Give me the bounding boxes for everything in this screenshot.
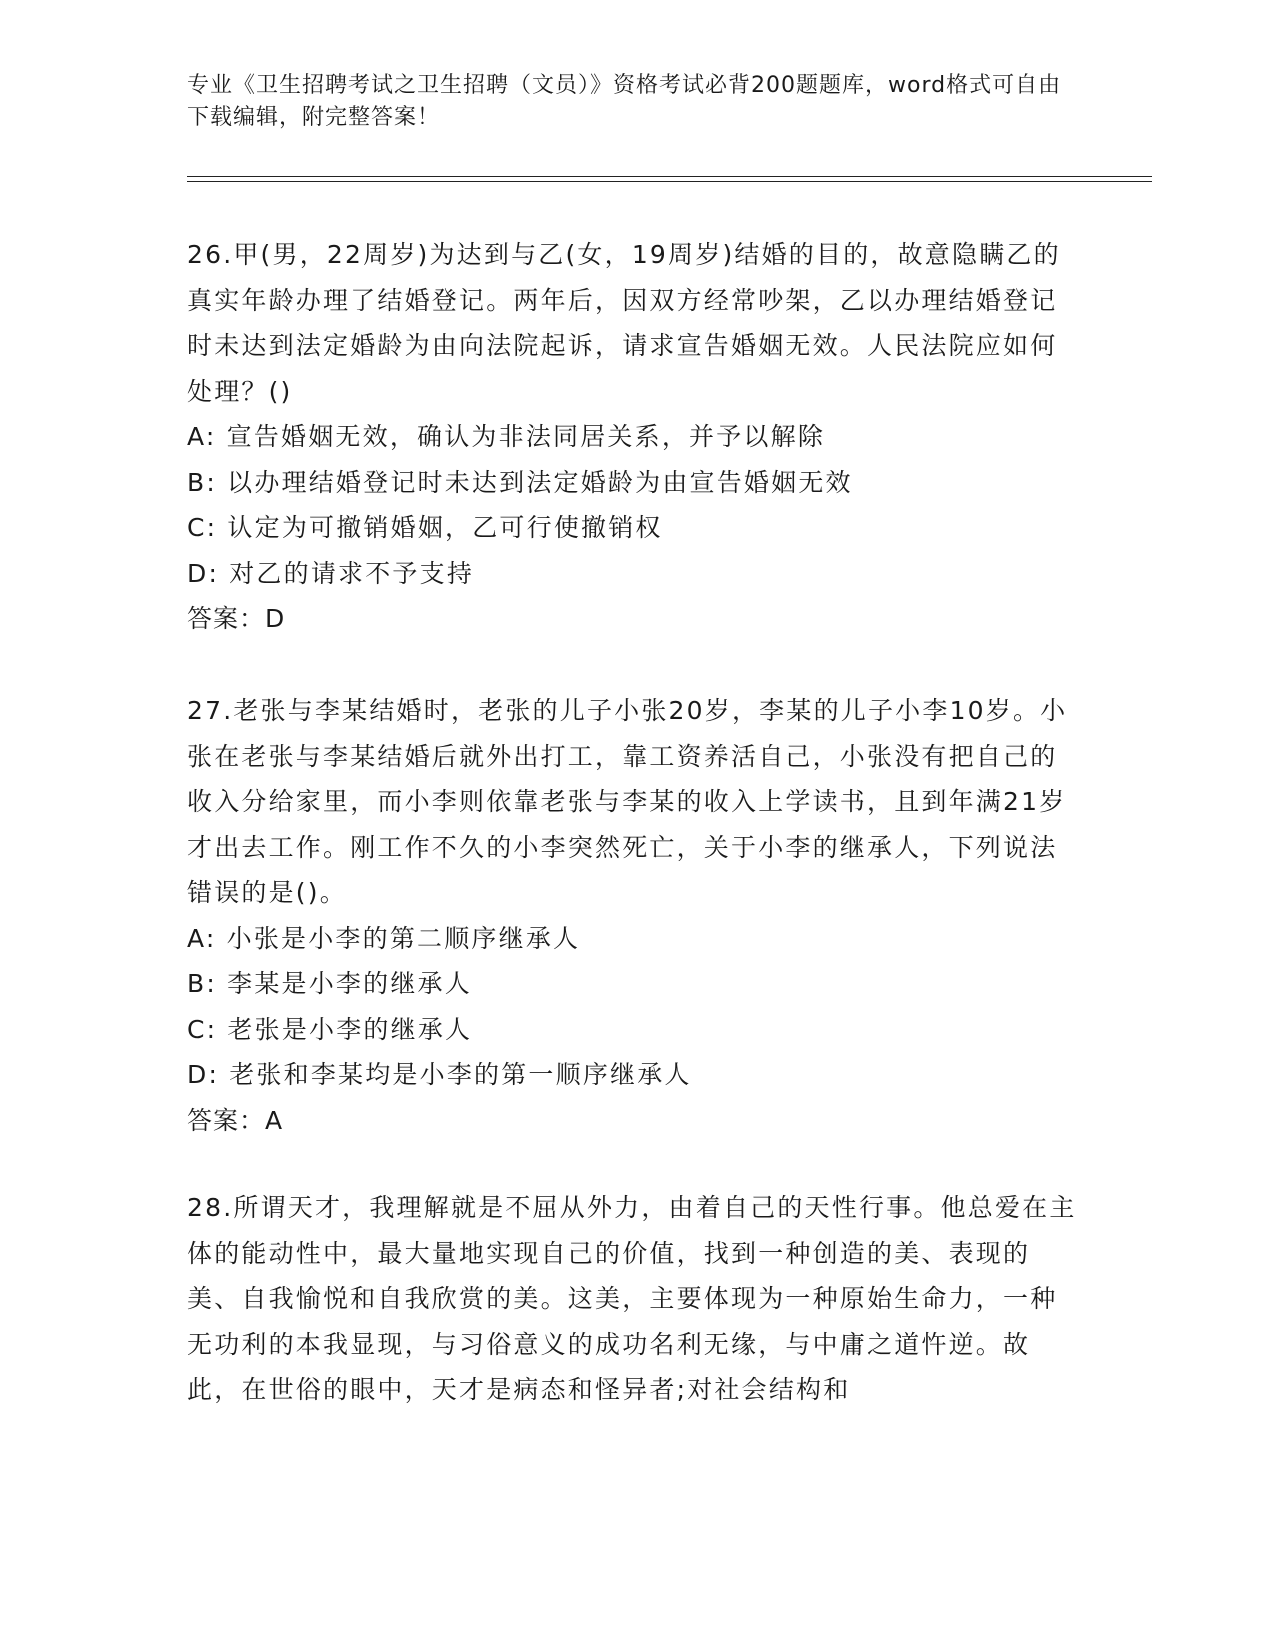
option-a: A: 宣告婚姻无效，确认为非法同居关系，并予以解除 [187,422,826,451]
option-b: B: 以办理结婚登记时未达到法定婚龄为由宣告婚姻无效 [187,467,853,497]
document-header [187,70,1067,134]
option-c: C: 老张是小李的继承人 [187,1014,473,1044]
header-divider-bottom [187,181,1152,182]
option-a: A: 小张是小李的第二顺序继承人 [187,923,581,953]
question-stem: 26.甲(男，22周岁)为达到与乙(女，19周岁)结婚的目的，故意隐瞒乙的真实年龄办理了结婚登记。两年后，因双方经常吵架，乙以办理结婚登记时未达到法定婚龄为由向法院起诉，请求宣告婚姻无效。人民法院应如何处理？() [187,240,1061,406]
option-d: D: 老张和李某均是小李的第一顺序继承人 [187,1060,692,1089]
option-b: B: 李某是小李的继承人 [187,969,472,998]
answer-value: A [265,1105,283,1135]
option-c: C: 认定为可撤销婚姻，乙可行使撤销权 [187,513,663,542]
answer-line [187,1098,1077,1144]
header-divider-top [187,176,1152,177]
answer-value: D [265,604,285,633]
answer-line [187,596,1077,642]
question-stem: 28.所谓天才，我理解就是不屈从外力，由着自己的天性行事。他总爱在主体的能动性中，最大量地实现自己的价值，找到一种创造的美、表现的美、自我愉悦和自我欣赏的美。这美，主要体现为一种原始生命力，一种无功利的本我显现，与习俗意义的成功名利无缘，与中庸之道忤逆。故此，在世俗的眼中，天才是病态和怪异者;对社会结构和 [187,1193,1077,1404]
answer-label: 答案： [187,1105,266,1135]
question-27 [187,688,1077,1143]
question-stem: 27.老张与李某结婚时，老张的儿子小张20岁，李某的儿子小李10岁。小张在老张与李某结婚后就外出打工，靠工资养活自己，小张没有把自己的收入分给家里，而小李则依靠老张与李某的收入上学读书，且到年满21岁才出去工作。刚工作不久的小李突然死亡，关于小李的继承人，下列说法错误的是()。 [187,696,1068,907]
answer-label: 答案： [187,604,266,633]
option-d: D: 对乙的请求不予支持 [187,558,475,588]
question-28 [187,1185,1077,1413]
question-26 [187,232,1077,642]
header-text: 专业《卫生招聘考试之卫生招聘（文员）》资格考试必背200题题库，word格式可自由下载编辑，附完整答案！ [187,73,1062,130]
